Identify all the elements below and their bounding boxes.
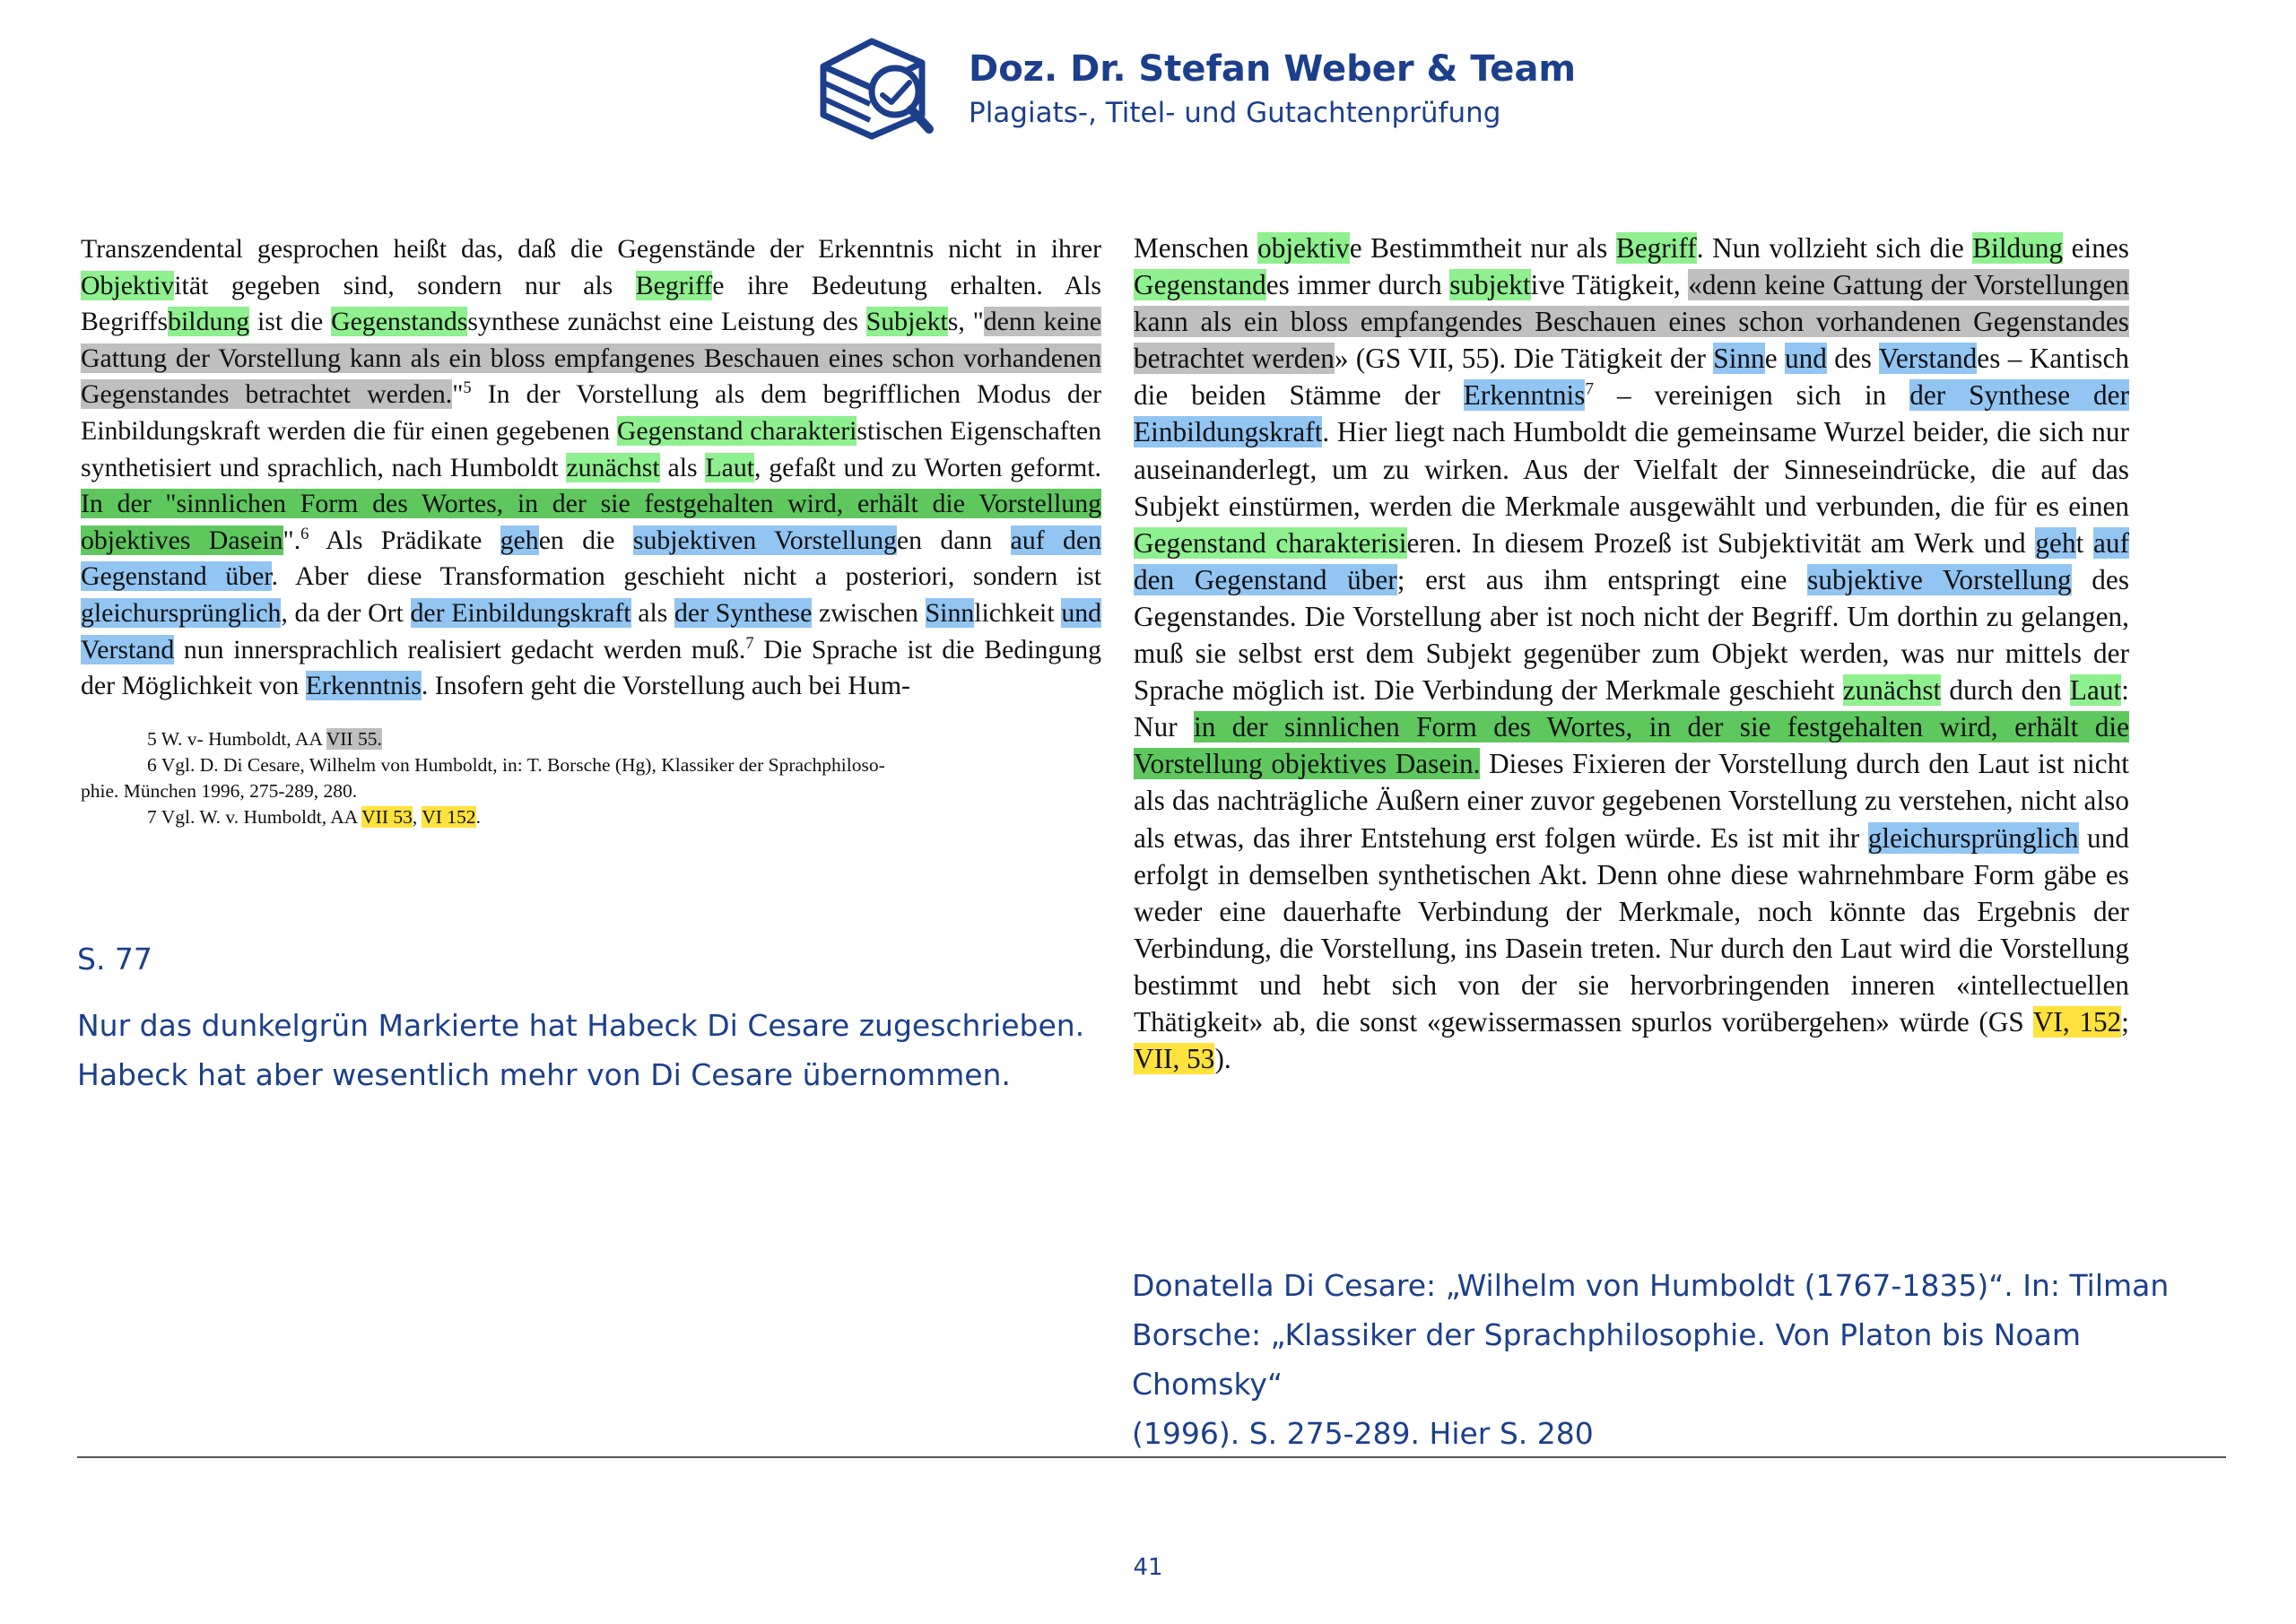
text-run: e ihre Bedeutung erhalten. Als Begriffs — [81, 270, 1101, 337]
text-run: , gefaßt und zu Worten geformt. — [754, 452, 1101, 482]
text-run: es – Kantisch die beiden Stämme der — [1134, 343, 2129, 412]
highlighted-passage: VI, 152 — [2032, 1005, 2122, 1038]
footnote-marker: 6 — [300, 524, 309, 543]
footnote-7-highlight-1: VII 53 — [361, 805, 413, 828]
left-scan-excerpt — [81, 231, 1101, 931]
text-run: des Gegenstandes. Die Vorstellung aber ist noch nicht der Begriff. Um dorthin zu gelangen, muß sie selbst erst dem Subjekt gegenüber zum Objekt werden, was nur mittels der Sprache möglich ist. Die Verbindung der Merkmale geschieht — [1134, 563, 2130, 707]
highlighted-passage: denn keine Gattung der Vorstellung kann als ein bloss empfangenes Beschauen eines schon vorhandenen Gegenstandes betrachtet werden. — [81, 307, 1101, 410]
text-run: : Nur — [1134, 674, 2129, 743]
text-run: . Aber diese Transformation geschieht nicht a posteriori, sondern ist — [271, 561, 1101, 592]
highlighted-passage: Verstand — [1878, 343, 1978, 375]
footnote-6-line-1: 6 Vgl. D. Di Cesare, Wilhelm von Humboldt, in: T. Borsche (Hg), Klassiker der Sprachphiloso- — [147, 753, 885, 776]
text-run: synthese zunächst eine Leistung des — [467, 307, 866, 337]
page-reference: S. 77 — [77, 942, 152, 977]
footnote-7-end: . — [475, 805, 481, 828]
source-citation — [1132, 1261, 2190, 1458]
highlighted-passage: bildung — [168, 307, 250, 337]
highlighted-passage: geh — [500, 525, 539, 555]
footnote-5-highlight: VII 55. — [326, 727, 382, 750]
source-line-3: (1996). S. 275-289. Hier S. 280 — [1132, 1416, 1594, 1451]
highlighted-passage: Subjekt — [865, 307, 948, 337]
highlighted-passage: In der "sinnlichen Form des Wortes, in der sie festgehalten wird, erhält die Vorstellung objektives Dasein — [81, 489, 1101, 555]
highlighted-passage: Gegenstand — [1134, 269, 1266, 301]
text-run: en die — [538, 525, 633, 555]
right-scan-paragraph — [1134, 230, 2129, 1077]
text-run: e — [1764, 343, 1785, 375]
footnote-6-line-2: phie. München 1996, 275-289, 280. — [81, 779, 358, 802]
footnote-marker: 7 — [1585, 379, 1595, 399]
text-run: en dann — [896, 525, 1011, 555]
text-run: eines — [2063, 232, 2129, 264]
footnote-5 — [81, 726, 1101, 752]
text-run: ; erst aus ihm entspringt eine — [1396, 563, 1808, 595]
highlighted-passage: und — [1784, 343, 1827, 375]
highlighted-passage: objektiv — [1257, 232, 1350, 264]
highlighted-passage: in der sinnlichen Form des Wortes, in der sie festgehalten wird, erhält die Vorstellung objektives Dasein. — [1134, 711, 2129, 780]
source-line-1: Donatella Di Cesare: „Wilhelm von Humboldt (1767-1835)“. In: Tilman — [1132, 1268, 2170, 1303]
left-scan-paragraph — [81, 231, 1101, 705]
highlighted-passage: subjektiven Vorstellung — [632, 525, 897, 555]
footnote-7-text: 7 Vgl. W. v. Humboldt, AA — [147, 805, 362, 828]
text-run: " — [452, 379, 464, 410]
highlighted-passage: zunächst — [566, 452, 660, 482]
footer-divider — [77, 1456, 2226, 1458]
text-run: es immer durch — [1265, 269, 1450, 301]
text-run: durch den — [1941, 674, 2070, 707]
text-run: ive Tätigkeit, — [1530, 269, 1689, 301]
text-run: nun innersprachlich realisiert gedacht werden muß. — [174, 634, 746, 664]
highlighted-passage: Erkenntnis — [1463, 379, 1586, 412]
text-run: als — [659, 452, 706, 482]
text-run: lichkeit — [974, 597, 1062, 628]
footnote-7-separator: , — [412, 805, 422, 828]
text-run: als — [631, 597, 675, 628]
text-run: des — [1826, 343, 1879, 375]
highlighted-passage: der Synthese — [674, 597, 813, 628]
text-run: ". — [283, 525, 301, 555]
text-run: Als Prädikate — [309, 525, 500, 555]
highlighted-passage: Objektiv — [81, 270, 175, 300]
highlighted-passage: und — [1061, 597, 1102, 628]
comment-line-1: Nur das dunkelgrün Markierte hat Habeck Di Cesare zugeschrieben. — [77, 1008, 1085, 1043]
highlighted-passage: geh — [2035, 526, 2076, 559]
brand-subtitle: Plagiats-, Titel- und Gutachtenprüfung — [969, 97, 1501, 129]
footnote-7-highlight-2: VI 152 — [422, 805, 476, 828]
highlighted-passage: Begriff — [1615, 232, 1697, 264]
highlighted-passage: VII, 53 — [1134, 1043, 1215, 1075]
highlighted-passage: zunächst — [1842, 674, 1942, 707]
text-run: t — [2075, 526, 2094, 559]
highlighted-passage: Sinn — [1713, 343, 1765, 375]
text-run: . Hier liegt nach Humboldt die gemeinsame Wurzel beider, die sich nur auseinanderlegt, um zu wirken. Aus der Vielfalt der Sinneseindrücke, die auf das Subjekt einstürmen, werden die Merkmale ausgewählt und verbunden, die für es einen — [1134, 416, 2129, 522]
text-run: Transzendental gesprochen heißt das, daß die Gegenstände der Erkenntnis nicht in ihrer — [81, 234, 1101, 264]
highlighted-passage: Laut — [2069, 674, 2122, 707]
highlighted-passage: gleichursprünglich — [81, 597, 282, 628]
text-run: ; — [2121, 1005, 2129, 1038]
text-run: ). — [1214, 1043, 1231, 1075]
text-run: In der Vorstellung als dem begrifflichen Modus der Einbildungskraft werden die für einen gegebenen — [81, 379, 1101, 446]
text-run: zwischen — [812, 597, 926, 628]
footnote-marker: 7 — [745, 633, 754, 652]
book-with-magnifier-icon — [816, 32, 951, 140]
highlighted-passage: Gegenstand charakteri — [616, 415, 857, 446]
source-line-2: Borsche: „Klassiker der Sprachphilosophie. Von Platon bis Noam Chomsky“ — [1132, 1317, 2081, 1402]
text-run: s, " — [947, 307, 984, 337]
comment-line-2: Habeck hat aber wesentlich mehr von Di Cesare übernommen. — [77, 1057, 1011, 1092]
text-run: und erfolgt in demselben synthetischen Akt. Denn ohne diese wahrnehmbare Form gäbe es weder eine dauerhafte Verbindung der Merkmale, noch könnte das Ergebnis der Verbindung, die Vorstellung, ins Dasein treten. Nur durch den Laut wird die Vorstellung bestimmt und hebt sich von der sie hervorbringenden inneren «intellectuellen Thätigkeit» ab, die sonst «gewissermassen spurlos vorübergehen» würde (GS — [1134, 821, 2129, 1038]
text-run: . Nun vollzieht sich die — [1696, 232, 1973, 264]
text-run: Dieses Fixieren der Vorstellung durch den Laut ist nicht als das nachträgliche Äußern einer zuvor gegebenen Vorstellung zu verstehen, nicht also als etwas, das ihrer Entstehung erst folgen würde. Es ist mit ihr — [1134, 748, 2129, 854]
highlighted-passage: gleichursprünglich — [1867, 821, 2079, 854]
text-run: Menschen — [1134, 232, 1258, 264]
text-run: ität gegeben sind, sondern nur als — [174, 270, 636, 300]
highlighted-passage: subjekt — [1449, 269, 1531, 301]
highlighted-passage: auf den Gegenstand über — [81, 525, 1101, 592]
text-run: eren. In diesem Prozeß ist Subjektivität am Werk und — [1406, 526, 2036, 559]
highlighted-passage: subjektive Vorstellung — [1807, 563, 2072, 595]
footnote-7 — [81, 804, 1101, 830]
highlighted-passage: «denn keine Gattung der Vorstellungen kann als ein bloss empfangendes Beschauen eines schon vorhandenen Gegenstandes betrachtet werden — [1134, 269, 2130, 375]
highlighted-passage: Gegenstand charakterisi — [1134, 526, 1407, 559]
highlighted-passage: Bildung — [1972, 232, 2064, 264]
brand-title: Doz. Dr. Stefan Weber & Team — [969, 48, 1577, 90]
highlighted-passage: Verstand — [81, 634, 175, 664]
text-run: – vereinigen sich in — [1594, 379, 1910, 412]
highlighted-passage: Sinn — [925, 597, 975, 628]
left-scan-footnotes — [81, 726, 1101, 830]
highlighted-passage: auf den Gegenstand über — [1134, 526, 2130, 595]
highlighted-passage: Gegenstands — [331, 307, 468, 337]
footnote-marker: 5 — [463, 378, 472, 397]
footnote-5-text: 5 W. v- Humboldt, AA — [147, 727, 326, 750]
highlighted-passage: Begriff — [635, 270, 713, 300]
text-run: , da der Ort — [281, 597, 411, 628]
highlighted-passage: der Synthese der Einbildungskraft — [1134, 379, 2130, 448]
highlighted-passage: der Einbildungskraft — [410, 597, 631, 628]
highlighted-passage: Laut — [705, 452, 755, 482]
text-run: » (GS VII, 55). Die Tätigkeit der — [1334, 343, 1714, 375]
page-header — [816, 32, 1577, 140]
text-run: ist die — [249, 307, 332, 337]
comment-note — [77, 1001, 1118, 1099]
right-scan-excerpt — [1134, 230, 2129, 1243]
text-run: Die Sprache ist die Bedingung der Möglichkeit von — [81, 634, 1101, 701]
text-run: . Insofern geht die Vorstellung auch bei Hum- — [421, 671, 910, 701]
page-number: 41 — [1133, 1554, 1163, 1581]
text-run: stischen Eigenschaften synthetisiert und sprachlich, nach Humboldt — [81, 415, 1101, 482]
text-run: e Bestimmtheit nur als — [1349, 232, 1616, 264]
highlighted-passage: Erkenntnis — [305, 671, 422, 701]
